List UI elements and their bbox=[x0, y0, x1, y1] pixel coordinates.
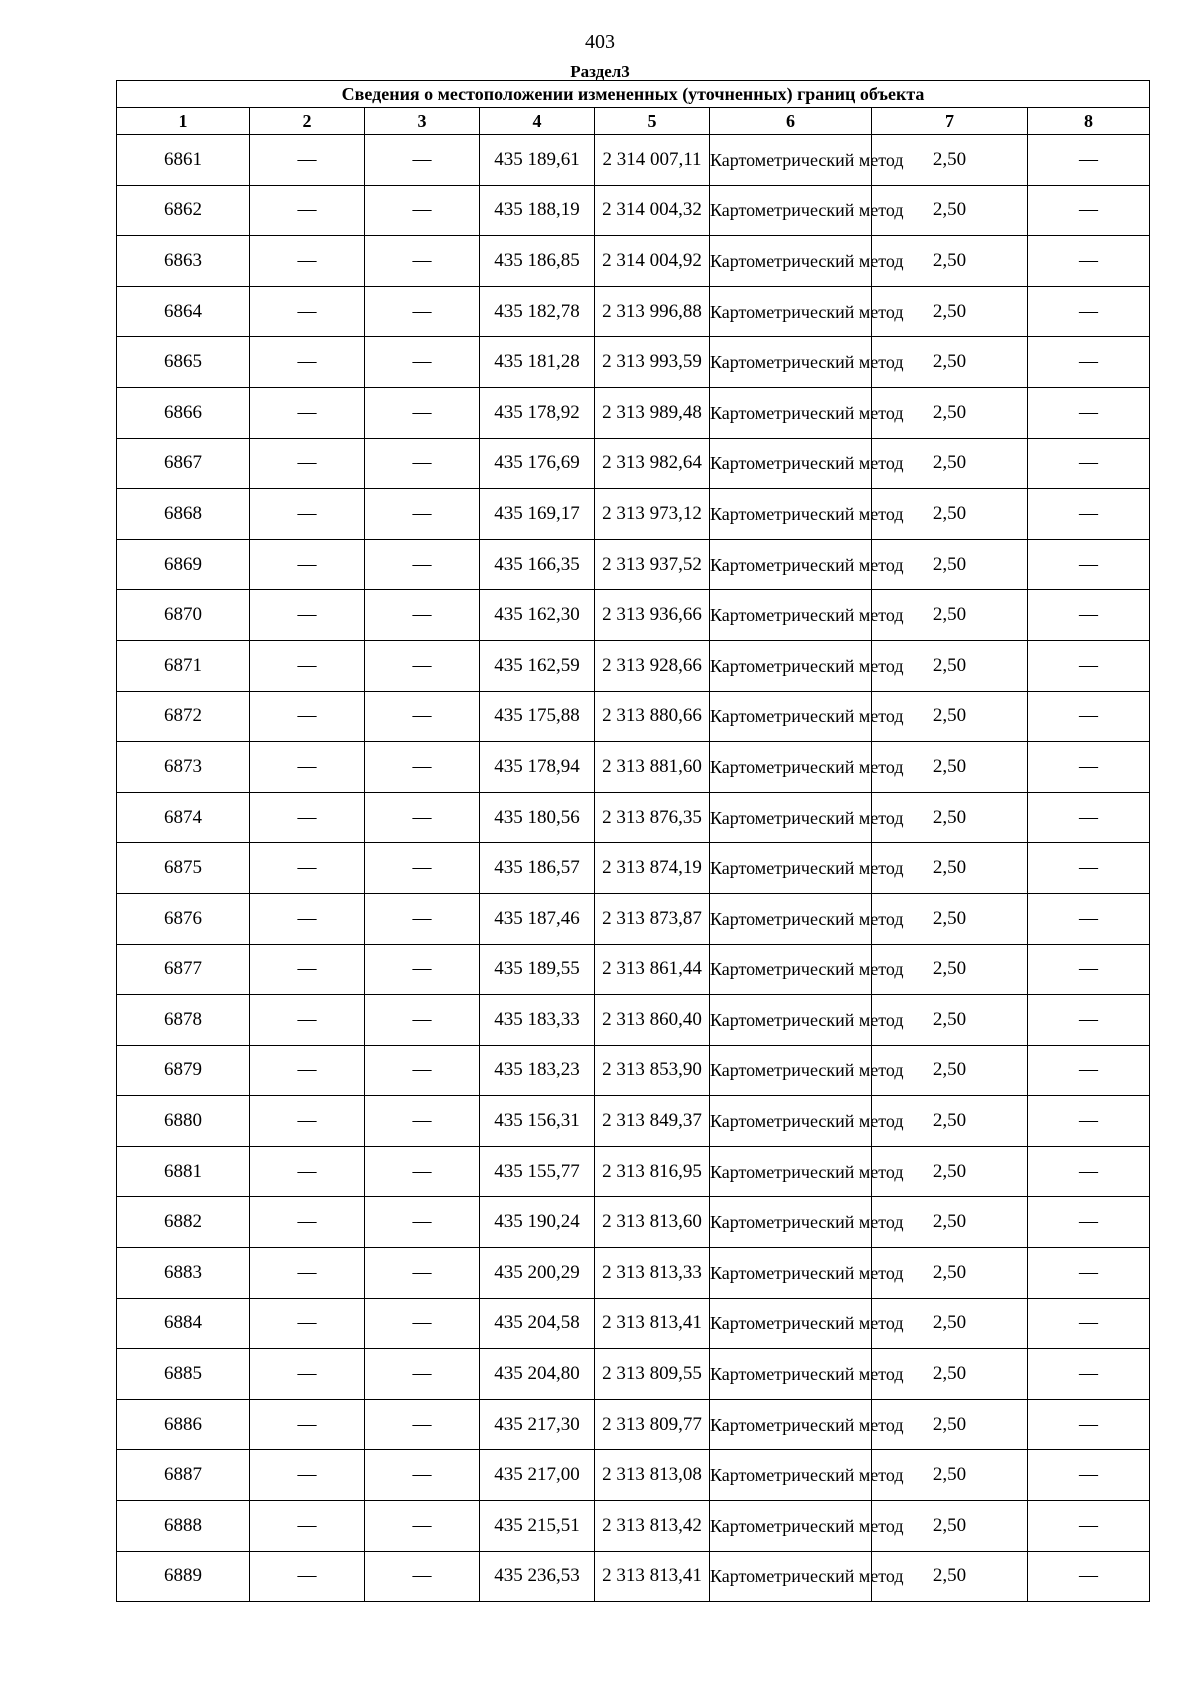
new-x-cell: 435 204,58 bbox=[480, 1298, 595, 1349]
method-cell: Картометрический метод bbox=[710, 438, 872, 489]
old-y-cell: — bbox=[365, 1349, 480, 1400]
column-number-row bbox=[117, 108, 1150, 135]
method-cell: Картометрический метод bbox=[710, 691, 872, 742]
old-x-cell: — bbox=[250, 843, 365, 894]
accuracy-cell: 2,50 bbox=[872, 1248, 1028, 1299]
method-cell: Картометрический метод bbox=[710, 1248, 872, 1299]
new-y-cell: 2 313 936,66 bbox=[595, 590, 710, 641]
new-x-cell: 435 186,57 bbox=[480, 843, 595, 894]
method-cell: Картометрический метод bbox=[710, 1551, 872, 1602]
page-number: 403 bbox=[585, 31, 615, 53]
accuracy-cell: 2,50 bbox=[872, 792, 1028, 843]
accuracy-cell: 2,50 bbox=[872, 1349, 1028, 1400]
new-x-cell: 435 189,55 bbox=[480, 944, 595, 995]
point-number-cell: 6886 bbox=[117, 1399, 250, 1450]
accuracy-cell: 2,50 bbox=[872, 1298, 1028, 1349]
old-x-cell: — bbox=[250, 590, 365, 641]
description-cell: — bbox=[1028, 1501, 1150, 1552]
accuracy-cell: 2,50 bbox=[872, 893, 1028, 944]
new-y-cell: 2 313 853,90 bbox=[595, 1045, 710, 1096]
point-number-cell: 6861 bbox=[117, 135, 250, 186]
table-row bbox=[117, 843, 1150, 894]
table-row bbox=[117, 1501, 1150, 1552]
new-x-cell: 435 189,61 bbox=[480, 135, 595, 186]
new-x-cell: 435 178,94 bbox=[480, 742, 595, 793]
new-y-cell: 2 313 989,48 bbox=[595, 387, 710, 438]
point-number-cell: 6870 bbox=[117, 590, 250, 641]
old-x-cell: — bbox=[250, 1197, 365, 1248]
method-cell: Картометрический метод bbox=[710, 1349, 872, 1400]
method-cell: Картометрический метод bbox=[710, 337, 872, 388]
method-cell: Картометрический метод bbox=[710, 489, 872, 540]
description-cell: — bbox=[1028, 843, 1150, 894]
new-y-cell: 2 313 880,66 bbox=[595, 691, 710, 742]
old-y-cell: — bbox=[365, 286, 480, 337]
table-row bbox=[117, 792, 1150, 843]
accuracy-cell: 2,50 bbox=[872, 1146, 1028, 1197]
table-row bbox=[117, 1551, 1150, 1602]
accuracy-cell: 2,50 bbox=[872, 489, 1028, 540]
table-row bbox=[117, 489, 1150, 540]
new-x-cell: 435 186,85 bbox=[480, 236, 595, 287]
description-cell: — bbox=[1028, 1146, 1150, 1197]
method-cell: Картометрический метод bbox=[710, 135, 872, 186]
new-y-cell: 2 314 004,32 bbox=[595, 185, 710, 236]
table-row bbox=[117, 438, 1150, 489]
new-x-cell: 435 187,46 bbox=[480, 893, 595, 944]
column-number: 8 bbox=[1028, 108, 1150, 135]
accuracy-cell: 2,50 bbox=[872, 1045, 1028, 1096]
old-y-cell: — bbox=[365, 1298, 480, 1349]
description-cell: — bbox=[1028, 1197, 1150, 1248]
old-x-cell: — bbox=[250, 438, 365, 489]
method-cell: Картометрический метод bbox=[710, 1197, 872, 1248]
point-number-cell: 6885 bbox=[117, 1349, 250, 1400]
method-cell: Картометрический метод bbox=[710, 995, 872, 1046]
new-y-cell: 2 313 928,66 bbox=[595, 640, 710, 691]
table-row bbox=[117, 135, 1150, 186]
accuracy-cell: 2,50 bbox=[872, 1551, 1028, 1602]
new-x-cell: 435 204,80 bbox=[480, 1349, 595, 1400]
new-y-cell: 2 313 849,37 bbox=[595, 1096, 710, 1147]
table-row bbox=[117, 387, 1150, 438]
method-cell: Картометрический метод bbox=[710, 539, 872, 590]
old-y-cell: — bbox=[365, 1450, 480, 1501]
point-number-cell: 6888 bbox=[117, 1501, 250, 1552]
new-x-cell: 435 200,29 bbox=[480, 1248, 595, 1299]
old-x-cell: — bbox=[250, 640, 365, 691]
table-row bbox=[117, 1399, 1150, 1450]
point-number-cell: 6887 bbox=[117, 1450, 250, 1501]
accuracy-cell: 2,50 bbox=[872, 387, 1028, 438]
method-cell: Картометрический метод bbox=[710, 944, 872, 995]
new-x-cell: 435 183,23 bbox=[480, 1045, 595, 1096]
new-y-cell: 2 313 813,42 bbox=[595, 1501, 710, 1552]
old-y-cell: — bbox=[365, 1146, 480, 1197]
old-x-cell: — bbox=[250, 742, 365, 793]
accuracy-cell: 2,50 bbox=[872, 742, 1028, 793]
method-cell: Картометрический метод bbox=[710, 387, 872, 438]
accuracy-cell: 2,50 bbox=[872, 438, 1028, 489]
accuracy-cell: 2,50 bbox=[872, 135, 1028, 186]
method-cell: Картометрический метод bbox=[710, 286, 872, 337]
accuracy-cell: 2,50 bbox=[872, 1399, 1028, 1450]
old-x-cell: — bbox=[250, 1146, 365, 1197]
new-y-cell: 2 313 809,55 bbox=[595, 1349, 710, 1400]
method-cell: Картометрический метод bbox=[710, 843, 872, 894]
description-cell: — bbox=[1028, 1450, 1150, 1501]
description-cell: — bbox=[1028, 691, 1150, 742]
point-number-cell: 6863 bbox=[117, 236, 250, 287]
column-number: 3 bbox=[365, 108, 480, 135]
point-number-cell: 6866 bbox=[117, 387, 250, 438]
point-number-cell: 6875 bbox=[117, 843, 250, 894]
accuracy-cell: 2,50 bbox=[872, 1450, 1028, 1501]
old-y-cell: — bbox=[365, 135, 480, 186]
old-x-cell: — bbox=[250, 1349, 365, 1400]
description-cell: — bbox=[1028, 539, 1150, 590]
accuracy-cell: 2,50 bbox=[872, 1096, 1028, 1147]
new-y-cell: 2 313 813,41 bbox=[595, 1298, 710, 1349]
old-y-cell: — bbox=[365, 539, 480, 590]
point-number-cell: 6864 bbox=[117, 286, 250, 337]
new-y-cell: 2 313 860,40 bbox=[595, 995, 710, 1046]
new-y-cell: 2 313 982,64 bbox=[595, 438, 710, 489]
table-row bbox=[117, 1349, 1150, 1400]
old-y-cell: — bbox=[365, 640, 480, 691]
column-number: 4 bbox=[480, 108, 595, 135]
point-number-cell: 6878 bbox=[117, 995, 250, 1046]
table-row bbox=[117, 640, 1150, 691]
description-cell: — bbox=[1028, 893, 1150, 944]
new-x-cell: 435 166,35 bbox=[480, 539, 595, 590]
old-x-cell: — bbox=[250, 995, 365, 1046]
column-number: 6 bbox=[710, 108, 872, 135]
method-cell: Картометрический метод bbox=[710, 185, 872, 236]
old-y-cell: — bbox=[365, 1551, 480, 1602]
column-number: 5 bbox=[595, 108, 710, 135]
old-y-cell: — bbox=[365, 1501, 480, 1552]
old-y-cell: — bbox=[365, 843, 480, 894]
old-y-cell: — bbox=[365, 1096, 480, 1147]
table-row bbox=[117, 742, 1150, 793]
table-row bbox=[117, 1450, 1150, 1501]
point-number-cell: 6883 bbox=[117, 1248, 250, 1299]
old-x-cell: — bbox=[250, 539, 365, 590]
method-cell: Картометрический метод bbox=[710, 893, 872, 944]
accuracy-cell: 2,50 bbox=[872, 286, 1028, 337]
new-y-cell: 2 313 861,44 bbox=[595, 944, 710, 995]
new-y-cell: 2 313 996,88 bbox=[595, 286, 710, 337]
accuracy-cell: 2,50 bbox=[872, 337, 1028, 388]
table-row bbox=[117, 590, 1150, 641]
description-cell: — bbox=[1028, 337, 1150, 388]
accuracy-cell: 2,50 bbox=[872, 539, 1028, 590]
old-y-cell: — bbox=[365, 185, 480, 236]
old-x-cell: — bbox=[250, 185, 365, 236]
old-x-cell: — bbox=[250, 792, 365, 843]
old-x-cell: — bbox=[250, 1248, 365, 1299]
table-row bbox=[117, 539, 1150, 590]
new-y-cell: 2 313 937,52 bbox=[595, 539, 710, 590]
accuracy-cell: 2,50 bbox=[872, 944, 1028, 995]
accuracy-cell: 2,50 bbox=[872, 1197, 1028, 1248]
new-x-cell: 435 156,31 bbox=[480, 1096, 595, 1147]
description-cell: — bbox=[1028, 1349, 1150, 1400]
old-x-cell: — bbox=[250, 893, 365, 944]
table-row bbox=[117, 1298, 1150, 1349]
method-cell: Картометрический метод bbox=[710, 1298, 872, 1349]
point-number-cell: 6881 bbox=[117, 1146, 250, 1197]
table-row bbox=[117, 1096, 1150, 1147]
accuracy-cell: 2,50 bbox=[872, 1501, 1028, 1552]
description-cell: — bbox=[1028, 590, 1150, 641]
method-cell: Картометрический метод bbox=[710, 236, 872, 287]
point-number-cell: 6872 bbox=[117, 691, 250, 742]
new-x-cell: 435 188,19 bbox=[480, 185, 595, 236]
description-cell: — bbox=[1028, 135, 1150, 186]
new-x-cell: 435 162,59 bbox=[480, 640, 595, 691]
column-number: 7 bbox=[872, 108, 1028, 135]
table-row bbox=[117, 236, 1150, 287]
column-number: 2 bbox=[250, 108, 365, 135]
new-y-cell: 2 313 813,33 bbox=[595, 1248, 710, 1299]
method-cell: Картометрический метод bbox=[710, 1146, 872, 1197]
point-number-cell: 6882 bbox=[117, 1197, 250, 1248]
old-x-cell: — bbox=[250, 489, 365, 540]
table-row bbox=[117, 337, 1150, 388]
description-cell: — bbox=[1028, 286, 1150, 337]
table-row bbox=[117, 1146, 1150, 1197]
table-row bbox=[117, 893, 1150, 944]
old-y-cell: — bbox=[365, 438, 480, 489]
new-x-cell: 435 178,92 bbox=[480, 387, 595, 438]
description-cell: — bbox=[1028, 1298, 1150, 1349]
point-number-cell: 6879 bbox=[117, 1045, 250, 1096]
new-x-cell: 435 236,53 bbox=[480, 1551, 595, 1602]
table-row bbox=[117, 1197, 1150, 1248]
method-cell: Картометрический метод bbox=[710, 1501, 872, 1552]
table-caption-row bbox=[117, 81, 1150, 108]
description-cell: — bbox=[1028, 185, 1150, 236]
old-y-cell: — bbox=[365, 691, 480, 742]
new-x-cell: 435 176,69 bbox=[480, 438, 595, 489]
method-cell: Картометрический метод bbox=[710, 1450, 872, 1501]
old-y-cell: — bbox=[365, 337, 480, 388]
description-cell: — bbox=[1028, 995, 1150, 1046]
table-row bbox=[117, 1045, 1150, 1096]
point-number-cell: 6889 bbox=[117, 1551, 250, 1602]
table-caption: Сведения о местоположении измененных (уточненных) границ объекта bbox=[117, 81, 1150, 108]
old-y-cell: — bbox=[365, 489, 480, 540]
section-title: Раздел3 bbox=[570, 62, 630, 81]
description-cell: — bbox=[1028, 944, 1150, 995]
new-y-cell: 2 313 973,12 bbox=[595, 489, 710, 540]
old-x-cell: — bbox=[250, 236, 365, 287]
old-x-cell: — bbox=[250, 135, 365, 186]
new-x-cell: 435 217,00 bbox=[480, 1450, 595, 1501]
new-x-cell: 435 162,30 bbox=[480, 590, 595, 641]
table-row bbox=[117, 691, 1150, 742]
old-x-cell: — bbox=[250, 286, 365, 337]
description-cell: — bbox=[1028, 387, 1150, 438]
old-y-cell: — bbox=[365, 893, 480, 944]
new-y-cell: 2 313 813,08 bbox=[595, 1450, 710, 1501]
new-y-cell: 2 313 876,35 bbox=[595, 792, 710, 843]
description-cell: — bbox=[1028, 236, 1150, 287]
accuracy-cell: 2,50 bbox=[872, 185, 1028, 236]
old-y-cell: — bbox=[365, 944, 480, 995]
method-cell: Картометрический метод bbox=[710, 792, 872, 843]
old-x-cell: — bbox=[250, 1450, 365, 1501]
old-x-cell: — bbox=[250, 1045, 365, 1096]
point-number-cell: 6873 bbox=[117, 742, 250, 793]
point-number-cell: 6869 bbox=[117, 539, 250, 590]
method-cell: Картометрический метод bbox=[710, 1096, 872, 1147]
old-x-cell: — bbox=[250, 1501, 365, 1552]
point-number-cell: 6865 bbox=[117, 337, 250, 388]
point-number-cell: 6884 bbox=[117, 1298, 250, 1349]
new-x-cell: 435 217,30 bbox=[480, 1399, 595, 1450]
old-x-cell: — bbox=[250, 1551, 365, 1602]
method-cell: Картометрический метод bbox=[710, 1399, 872, 1450]
old-x-cell: — bbox=[250, 944, 365, 995]
old-y-cell: — bbox=[365, 1399, 480, 1450]
description-cell: — bbox=[1028, 1551, 1150, 1602]
old-y-cell: — bbox=[365, 387, 480, 438]
table-row bbox=[117, 286, 1150, 337]
old-x-cell: — bbox=[250, 1096, 365, 1147]
new-x-cell: 435 181,28 bbox=[480, 337, 595, 388]
new-y-cell: 2 313 993,59 bbox=[595, 337, 710, 388]
method-cell: Картометрический метод bbox=[710, 590, 872, 641]
table-row bbox=[117, 185, 1150, 236]
old-y-cell: — bbox=[365, 236, 480, 287]
old-x-cell: — bbox=[250, 1399, 365, 1450]
old-x-cell: — bbox=[250, 1298, 365, 1349]
point-number-cell: 6876 bbox=[117, 893, 250, 944]
new-x-cell: 435 190,24 bbox=[480, 1197, 595, 1248]
accuracy-cell: 2,50 bbox=[872, 995, 1028, 1046]
point-number-cell: 6874 bbox=[117, 792, 250, 843]
description-cell: — bbox=[1028, 438, 1150, 489]
table-body bbox=[117, 135, 1150, 1602]
description-cell: — bbox=[1028, 1399, 1150, 1450]
new-x-cell: 435 183,33 bbox=[480, 995, 595, 1046]
description-cell: — bbox=[1028, 640, 1150, 691]
new-y-cell: 2 313 874,19 bbox=[595, 843, 710, 894]
new-y-cell: 2 313 881,60 bbox=[595, 742, 710, 793]
accuracy-cell: 2,50 bbox=[872, 236, 1028, 287]
coordinates-table bbox=[116, 80, 1150, 1602]
new-x-cell: 435 155,77 bbox=[480, 1146, 595, 1197]
new-y-cell: 2 314 004,92 bbox=[595, 236, 710, 287]
accuracy-cell: 2,50 bbox=[872, 691, 1028, 742]
table-row bbox=[117, 995, 1150, 1046]
old-x-cell: — bbox=[250, 387, 365, 438]
description-cell: — bbox=[1028, 489, 1150, 540]
new-y-cell: 2 313 816,95 bbox=[595, 1146, 710, 1197]
table-row bbox=[117, 1248, 1150, 1299]
new-x-cell: 435 175,88 bbox=[480, 691, 595, 742]
description-cell: — bbox=[1028, 1096, 1150, 1147]
old-x-cell: — bbox=[250, 337, 365, 388]
table-row bbox=[117, 944, 1150, 995]
method-cell: Картометрический метод bbox=[710, 1045, 872, 1096]
new-x-cell: 435 180,56 bbox=[480, 792, 595, 843]
new-x-cell: 435 169,17 bbox=[480, 489, 595, 540]
point-number-cell: 6880 bbox=[117, 1096, 250, 1147]
point-number-cell: 6862 bbox=[117, 185, 250, 236]
column-number: 1 bbox=[117, 108, 250, 135]
old-y-cell: — bbox=[365, 1248, 480, 1299]
new-y-cell: 2 313 813,60 bbox=[595, 1197, 710, 1248]
description-cell: — bbox=[1028, 742, 1150, 793]
description-cell: — bbox=[1028, 792, 1150, 843]
new-y-cell: 2 313 813,41 bbox=[595, 1551, 710, 1602]
new-y-cell: 2 313 809,77 bbox=[595, 1399, 710, 1450]
new-x-cell: 435 182,78 bbox=[480, 286, 595, 337]
accuracy-cell: 2,50 bbox=[872, 640, 1028, 691]
description-cell: — bbox=[1028, 1045, 1150, 1096]
old-y-cell: — bbox=[365, 1197, 480, 1248]
old-y-cell: — bbox=[365, 1045, 480, 1096]
old-y-cell: — bbox=[365, 590, 480, 641]
new-x-cell: 435 215,51 bbox=[480, 1501, 595, 1552]
point-number-cell: 6867 bbox=[117, 438, 250, 489]
old-x-cell: — bbox=[250, 691, 365, 742]
point-number-cell: 6877 bbox=[117, 944, 250, 995]
method-cell: Картометрический метод bbox=[710, 640, 872, 691]
old-y-cell: — bbox=[365, 995, 480, 1046]
new-y-cell: 2 313 873,87 bbox=[595, 893, 710, 944]
accuracy-cell: 2,50 bbox=[872, 843, 1028, 894]
point-number-cell: 6871 bbox=[117, 640, 250, 691]
new-y-cell: 2 314 007,11 bbox=[595, 135, 710, 186]
old-y-cell: — bbox=[365, 792, 480, 843]
old-y-cell: — bbox=[365, 742, 480, 793]
point-number-cell: 6868 bbox=[117, 489, 250, 540]
description-cell: — bbox=[1028, 1248, 1150, 1299]
accuracy-cell: 2,50 bbox=[872, 590, 1028, 641]
method-cell: Картометрический метод bbox=[710, 742, 872, 793]
